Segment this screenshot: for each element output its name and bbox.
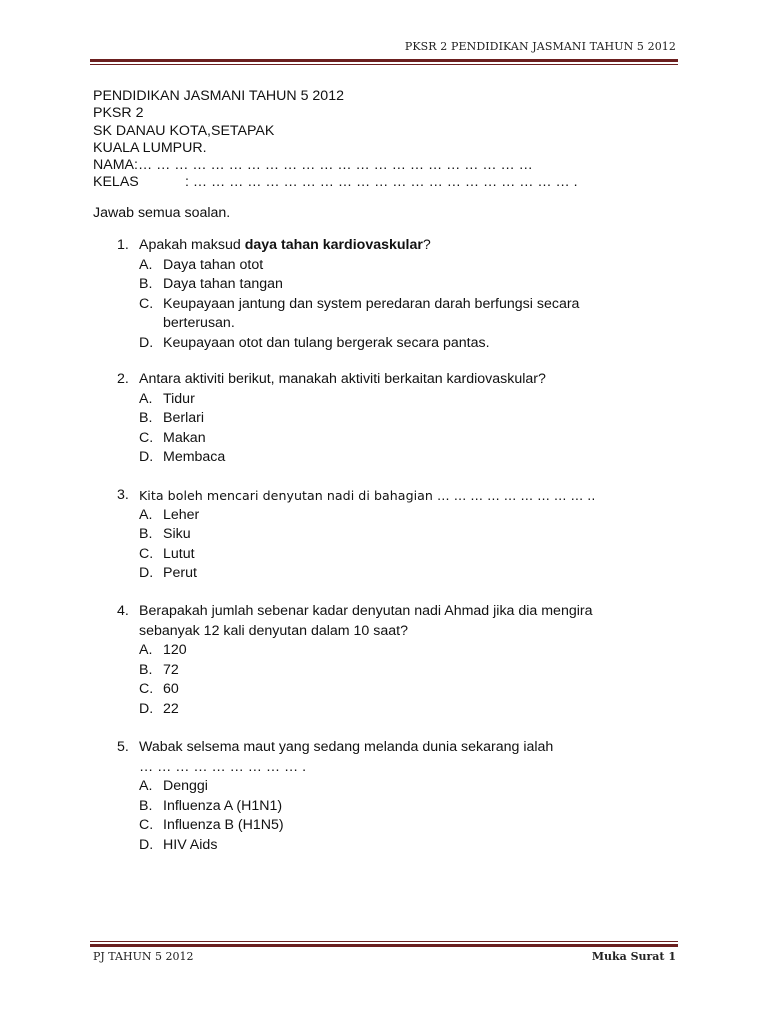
option-b	[139, 661, 644, 681]
option-text: Tidur	[163, 390, 195, 407]
header-rule-thin	[90, 64, 678, 65]
option-letter: A.	[139, 256, 153, 273]
question-number: 2.	[117, 371, 129, 387]
option-a	[139, 641, 644, 661]
option-letter: C.	[139, 681, 154, 697]
option-letter: B.	[139, 410, 153, 426]
option-text: Siku	[163, 526, 191, 542]
option-d	[139, 700, 644, 720]
option-letter: C.	[139, 817, 154, 833]
option-text: Leher	[163, 506, 200, 523]
option-d	[139, 448, 644, 468]
question-4	[117, 602, 644, 719]
option-text: Makan	[163, 429, 206, 446]
kelas-field	[93, 174, 578, 191]
answer-blank: … … … … … … … … … .	[139, 758, 307, 775]
option-letter: A.	[139, 390, 153, 407]
option-c	[139, 680, 644, 700]
question-1	[117, 236, 644, 353]
nama-field	[93, 157, 578, 174]
option-text: Influenza B (H1N5)	[163, 817, 284, 833]
paper-code: PKSR 2	[93, 105, 144, 122]
option-letter: D.	[139, 334, 154, 351]
option-text: Denggi	[163, 778, 208, 794]
option-text: HIV Aids	[163, 836, 218, 853]
option-c	[139, 295, 644, 334]
option-text: Keupayaan otot dan tulang bergerak secara pantas.	[163, 334, 490, 351]
question-5	[117, 738, 644, 855]
option-b	[139, 797, 644, 817]
option-letter: C.	[139, 545, 154, 562]
option-letter: B.	[139, 276, 153, 292]
kelas-label: KELAS	[93, 174, 139, 191]
option-letter: D.	[139, 700, 154, 717]
option-a	[139, 506, 644, 526]
option-a	[139, 256, 644, 276]
option-b	[139, 275, 644, 295]
option-d	[139, 836, 644, 856]
option-letter: D.	[139, 449, 154, 465]
footer-course-label: PJ TAHUN 5 2012	[93, 950, 194, 963]
option-text: Lutut	[163, 545, 195, 562]
nama-blank: :… … … … … … … … … … … … … … … … … … … … … …	[134, 157, 533, 174]
option-c	[139, 816, 644, 836]
question-text: Antara aktiviti berikut, manakah aktiviti berkaitan kardiovaskular?	[139, 371, 546, 387]
paper-title: PENDIDIKAN JASMANI TAHUN 5 2012	[93, 88, 344, 104]
school-name: SK DANAU KOTA,SETAPAK	[93, 122, 275, 139]
option-letter: A.	[139, 506, 153, 523]
question-2	[117, 370, 644, 468]
option-letter: D.	[139, 836, 154, 853]
school-city: KUALA LUMPUR.	[93, 139, 207, 156]
option-text: Membaca	[163, 449, 226, 465]
option-b	[139, 409, 644, 429]
student-info-block	[93, 88, 578, 192]
option-text: Perut	[163, 565, 197, 581]
option-c	[139, 545, 644, 565]
question-text-bold: daya tahan kardiovaskular	[244, 237, 423, 253]
footer-rule-thick	[90, 944, 678, 947]
option-letter: D.	[139, 565, 154, 581]
footer-rule-thin	[90, 941, 678, 942]
question-text-part: Apakah maksud	[139, 237, 245, 253]
option-letter: B.	[139, 661, 153, 678]
question-text	[139, 236, 644, 256]
option-text: Keupayaan jantung dan system peredaran darah berfungsi secara berterusan.	[163, 295, 580, 331]
option-text: 72	[163, 661, 179, 678]
option-letter: C.	[139, 429, 154, 446]
option-letter: A.	[139, 642, 153, 658]
option-d	[139, 334, 644, 354]
option-letter: B.	[139, 797, 153, 814]
option-letter: B.	[139, 526, 153, 542]
question-3	[117, 486, 644, 584]
option-text: Berlari	[163, 410, 204, 426]
option-text: 60	[163, 681, 179, 697]
question-text: Berapakah jumlah sebenar kadar denyutan nadi Ahmad jika dia mengira sebanyak 12 kali denyutan dalam 10 saat?	[139, 603, 593, 639]
option-text: Influenza A (H1N1)	[163, 797, 283, 814]
instruction-text: Jawab semua soalan.	[93, 205, 231, 221]
option-b	[139, 525, 644, 545]
page-number: Muka Surat 1	[591, 950, 676, 963]
kelas-blank: : … … … … … … … … … … … … … … … … … … … … … .	[185, 174, 578, 191]
option-text: 22	[163, 700, 179, 717]
question-text	[139, 738, 644, 777]
option-text: Daya tahan tangan	[163, 276, 283, 292]
option-letter: A.	[139, 778, 153, 794]
question-text: Kita boleh mencari denyutan nadi di bahagian … … … … … … … … … ..	[139, 488, 596, 503]
question-number: 3.	[117, 487, 129, 503]
option-text: 120	[163, 642, 187, 658]
option-text: Daya tahan otot	[163, 256, 264, 273]
question-number: 5.	[117, 739, 129, 755]
question-text-part: Wabak selsema maut yang sedang melanda dunia sekarang ialah	[139, 739, 554, 755]
nama-label: NAMA	[93, 157, 134, 174]
running-header: PKSR 2 PENDIDIKAN JASMANI TAHUN 5 2012	[404, 40, 676, 53]
option-c	[139, 429, 644, 449]
option-letter: C.	[139, 295, 154, 312]
question-number: 4.	[117, 603, 129, 619]
option-a	[139, 390, 644, 410]
question-text-part: ?	[422, 237, 431, 253]
question-number: 1.	[117, 237, 129, 253]
option-d	[139, 564, 644, 584]
option-a	[139, 777, 644, 797]
header-rule-thick	[90, 59, 678, 62]
